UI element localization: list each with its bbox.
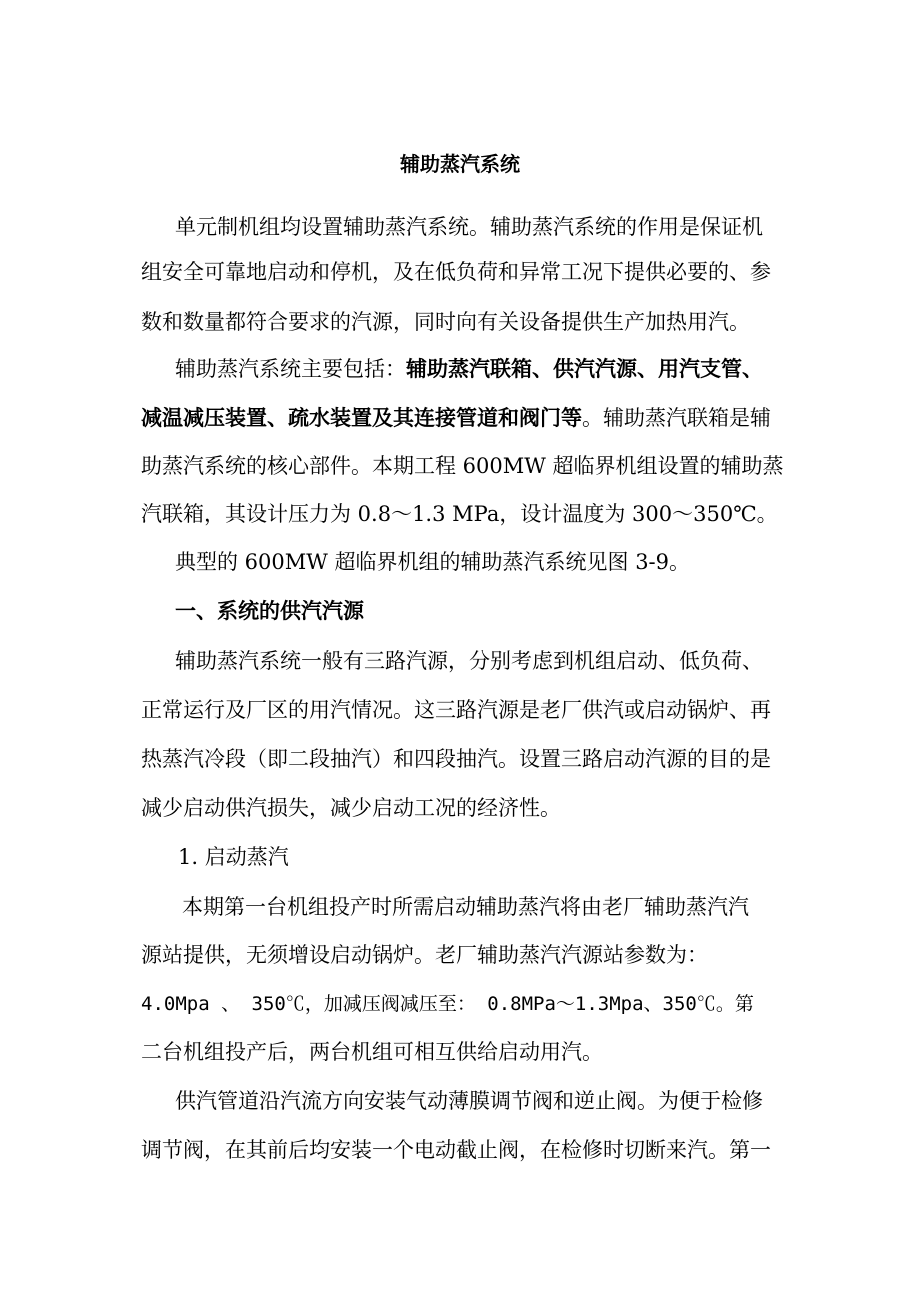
paragraph-line: 单元制机组均设置辅助蒸汽系统。辅助蒸汽系统的作用是保证机	[175, 215, 763, 239]
paragraph-line: 组安全可靠地启动和停机，及在低负荷和异常工况下提供必要的、参	[141, 260, 771, 284]
paragraph-line: 供汽管道沿汽流方向安装气动薄膜调节阀和逆止阀。为便于检修	[175, 1089, 763, 1113]
paragraph-line: 助蒸汽系统的核心部件。本期工程 600MW 超临界机组设置的辅助蒸	[141, 454, 784, 478]
paragraph-line: 汽联箱，其设计压力为 0.8～1.3 MPa，设计温度为 300～350℃。	[141, 502, 778, 526]
paragraph-line: 调节阀，在其前后均安装一个电动截止阀，在检修时切断来汽。第一	[141, 1138, 771, 1162]
paragraph-line: 本期第一台机组投产时所需启动辅助蒸汽将由老厂辅助蒸汽汽	[182, 895, 749, 919]
text-span: 辅助蒸汽系统主要包括：	[175, 357, 406, 381]
paragraph-line: 数和数量都符合要求的汽源，同时向有关设备提供生产加热用汽。	[141, 310, 750, 334]
document-title: 辅助蒸汽系统	[400, 152, 520, 176]
paragraph-line: 减少启动供汽损失，减少启动工况的经济性。	[141, 796, 561, 820]
paragraph-line	[141, 404, 771, 432]
paragraph-line: 热蒸汽冷段（即二段抽汽）和四段抽汽。设置三路启动汽源的目的是	[141, 747, 771, 771]
bold-span: 辅助蒸汽联箱、供汽汽源、用汽支管、	[406, 356, 763, 381]
paragraph-line: 源站提供，无须增设启动锅炉。老厂辅助蒸汽汽源站参数为：	[141, 943, 708, 967]
section-heading: 一、系统的供汽汽源	[175, 598, 364, 623]
paragraph-line: 正常运行及厂区的用汽情况。这三路汽源是老厂供汽或启动锅炉、再	[141, 698, 771, 722]
text-span: 。辅助蒸汽联箱是辅	[582, 406, 771, 430]
paragraph-line: 4.0Mpa 、 350℃，加减压阀减压至： 0.8MPa～1.3Mpa、350℃。第	[141, 993, 754, 1015]
paragraph-line: 典型的 600MW 超临界机组的辅助蒸汽系统见图 3-9。	[175, 550, 691, 574]
paragraph-line: 辅助蒸汽系统一般有三路汽源，分别考虑到机组启动、低负荷、	[175, 649, 763, 673]
subsection-heading: 1. 启动蒸汽	[178, 845, 289, 869]
bold-span: 减温减压装置、疏水装置及其连接管道和阀门等	[141, 405, 582, 430]
paragraph-line: 二台机组投产后，两台机组可相互供给启动用汽。	[141, 1040, 603, 1064]
paragraph-line	[175, 355, 763, 383]
